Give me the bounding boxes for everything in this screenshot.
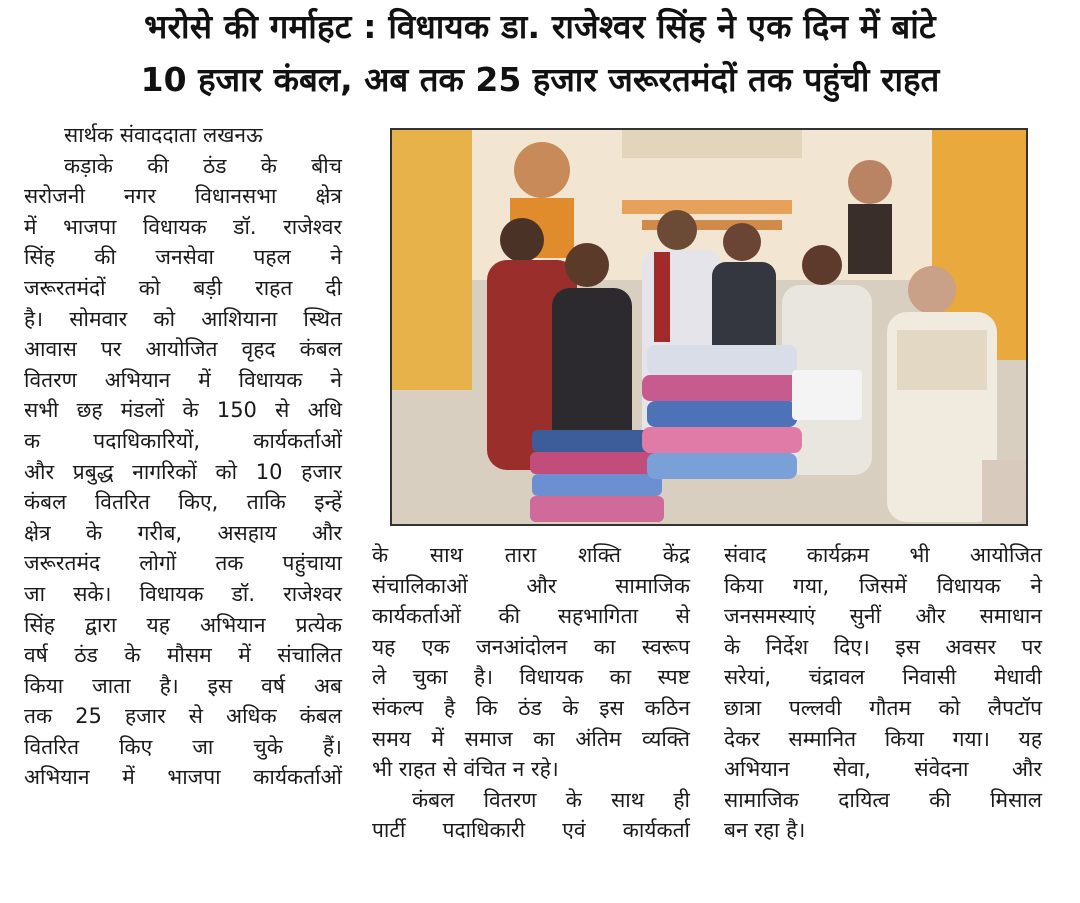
body-line: भी राहत से वंचित न रहे। xyxy=(372,757,559,782)
article-column-1 xyxy=(24,120,342,793)
body-line: सभी छह मंडलों के 150 से अधि xyxy=(24,398,342,423)
headline-line-2: 10 हजार कंबल, अब तक 25 हजार जरूरतमंदों तक पहुंची राहत xyxy=(140,60,940,99)
photo-blanket-distribution-icon xyxy=(392,130,1026,524)
article-column-3 xyxy=(724,540,1042,846)
article-column-2 xyxy=(372,540,690,846)
body-line: वितरण अभियान में विधायक ने xyxy=(24,367,342,392)
body-line: तक 25 हजार से अधिक कंबल xyxy=(24,704,342,729)
body-line: यह एक जनआंदोलन का स्वरूप xyxy=(372,634,690,659)
body-line: कार्यकर्ताओं की सहभागिता से xyxy=(372,604,690,629)
body-line: जरूरतमंद लोगों तक पहुंचाया xyxy=(24,551,342,576)
body-line: छात्रा पल्लवी गौतम को लैपटॉप xyxy=(724,695,1042,720)
body-line: बन रहा है। xyxy=(724,818,806,843)
body-line: आवास पर आयोजित वृहद कंबल xyxy=(24,337,342,362)
body-line: सामाजिक दायित्व की मिसाल xyxy=(724,787,1042,812)
headline-line-1: भरोसे की गर्माहट : विधायक डा. राजेश्वर सिंह ने एक दिन में बांटे xyxy=(144,7,936,46)
body-line: सरेयां, चंद्रावल निवासी मेधावी xyxy=(724,665,1042,690)
body-line: है। सोमवार को आशियाना स्थित xyxy=(24,306,342,331)
body-line: के निर्देश दिए। इस अवसर पर xyxy=(724,634,1042,659)
body-line: जरूरतमंदों को बड़ी राहत दी xyxy=(24,275,342,300)
body-line: किया गया, जिसमें विधायक ने xyxy=(724,573,1042,598)
body-line: जनसमस्याएं सुनीं और समाधान xyxy=(724,604,1042,629)
body-line: जा सके। विधायक डॉ. राजेश्वर xyxy=(24,581,342,606)
body-line: सरोजनी नगर विधानसभा क्षेत्र xyxy=(24,184,342,209)
headline xyxy=(0,4,1080,104)
news-photo xyxy=(390,128,1028,526)
body-line: सिंह द्वारा यह अभियान प्रत्येक xyxy=(24,612,342,637)
body-line: कंबल वितरित किए, ताकि इन्हें xyxy=(24,490,342,515)
body-line: और प्रबुद्ध नागरिकों को 10 हजार xyxy=(24,459,342,484)
body-line: संकल्प है कि ठंड के इस कठिन xyxy=(372,695,690,720)
body-line: पार्टी पदाधिकारी एवं कार्यकर्ता xyxy=(372,818,690,843)
body-line: कड़ाके की ठंड के बीच xyxy=(64,153,342,178)
body-line: वितरित किए जा चुके हैं। xyxy=(24,734,342,759)
body-line: संचालिकाओं और सामाजिक xyxy=(372,573,690,598)
body-line: ले चुका है। विधायक का स्पष्ट xyxy=(372,665,690,690)
dateline: सार्थक संवाददाता लखनऊ xyxy=(64,123,263,147)
body-line: किया जाता है। इस वर्ष अब xyxy=(24,673,342,698)
body-line: देकर सम्मानित किया गया। यह xyxy=(724,726,1042,751)
body-line: वर्ष ठंड के मौसम में संचालित xyxy=(24,643,342,668)
body-line: के साथ तारा शक्ति केंद्र xyxy=(372,543,690,567)
body-line: सिंह की जनसेवा पहल ने xyxy=(24,245,342,270)
body-line: अभियान में भाजपा कार्यकर्ताओं xyxy=(24,765,342,790)
body-line: क्षेत्र के गरीब, असहाय और xyxy=(24,520,342,545)
body-line: अभियान सेवा, संवेदना और xyxy=(724,757,1042,782)
body-line: कंबल वितरण के साथ ही xyxy=(412,787,690,812)
body-line: में भाजपा विधायक डॉ. राजेश्वर xyxy=(24,214,342,239)
body-line: समय में समाज का अंतिम व्यक्ति xyxy=(372,726,690,751)
body-line: क पदाधिकारियों, कार्यकर्ताओं xyxy=(24,428,342,453)
body-line: संवाद कार्यक्रम भी आयोजित xyxy=(724,543,1042,567)
